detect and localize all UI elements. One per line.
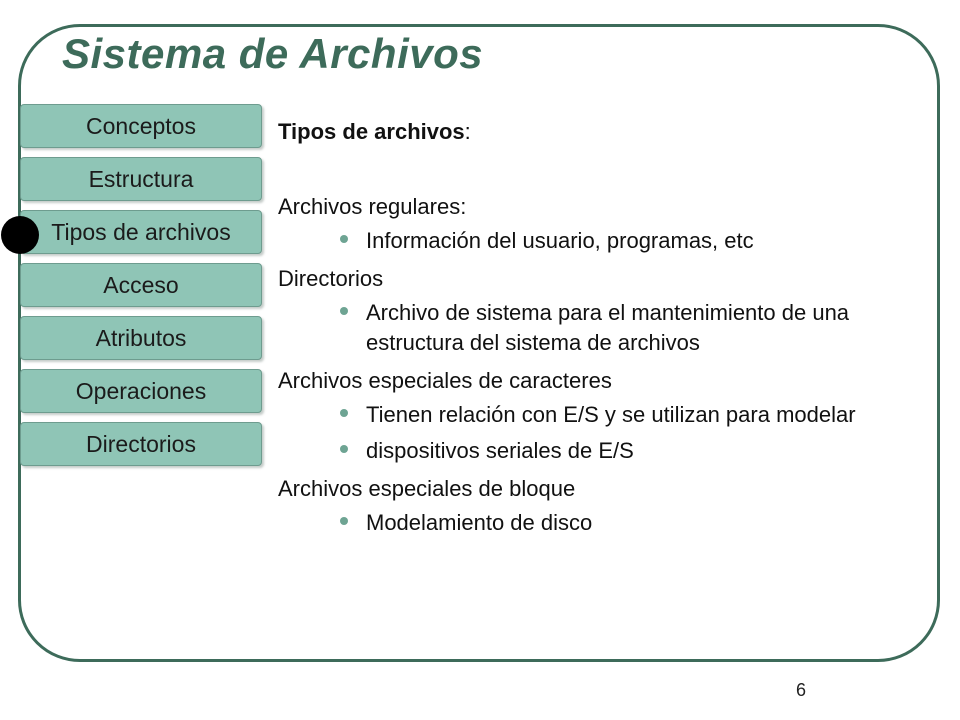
content-heading-suffix: :: [464, 119, 471, 144]
bullet-dot-icon: [340, 445, 348, 453]
nav-button-label: Acceso: [103, 271, 179, 298]
nav-button-label: Directorios: [86, 430, 196, 457]
bullet-item: [278, 400, 918, 430]
section-title: Archivos especiales de caracteres: [278, 368, 612, 393]
bullet-dot-icon: [340, 307, 348, 315]
bullet-item: [278, 508, 918, 538]
bullet-text: Modelamiento de disco: [366, 510, 593, 535]
content-heading: [278, 116, 918, 148]
bullet-list: [278, 508, 918, 538]
nav-button-label: Operaciones: [75, 377, 207, 404]
page-number: 6: [796, 680, 807, 700]
section-regulares: [278, 190, 918, 256]
section-title: Archivos regulares:: [278, 194, 467, 219]
bullet-dot-icon: [340, 235, 348, 243]
bullet-item: [278, 298, 918, 358]
nav-button-label: Estructura: [88, 165, 194, 192]
section-bloque: [278, 472, 918, 538]
section-directorios: [278, 262, 918, 358]
bullet-item: [278, 436, 918, 466]
bullet-text: Información del usuario, programas, etc: [366, 228, 754, 253]
bullet-list: [278, 226, 918, 256]
nav-button-tipos-de-archivos[interactable]: [20, 210, 262, 254]
active-marker-icon: [1, 216, 39, 254]
bullet-text: Tienen relación con E/S y se utilizan para modelar: [366, 402, 856, 427]
bullet-list: [278, 400, 918, 466]
nav-button-label: Tipos de archivos: [51, 218, 231, 245]
nav-button-directorios[interactable]: [20, 422, 262, 466]
nav-button-operaciones[interactable]: [20, 369, 262, 413]
bullet-dot-icon: [340, 409, 348, 417]
bullet-text: Archivo de sistema para el mantenimiento de una estructura del sistema de archivos: [366, 300, 850, 355]
bullet-item: [278, 226, 918, 256]
nav-button-label: Atributos: [95, 324, 187, 351]
nav-button-label: Conceptos: [86, 112, 196, 139]
nav-button-conceptos[interactable]: [20, 104, 262, 148]
bullet-dot-icon: [340, 517, 348, 525]
content-area: [278, 116, 918, 544]
nav-menu: [20, 104, 262, 475]
section-title: Archivos especiales de bloque: [278, 476, 576, 501]
nav-button-estructura[interactable]: [20, 157, 262, 201]
slide-title: Sistema de Archivos: [62, 30, 484, 77]
section-title: Directorios: [278, 266, 384, 291]
bullet-text: dispositivos seriales de E/S: [366, 438, 634, 463]
nav-button-acceso[interactable]: [20, 263, 262, 307]
content-heading-bold: Tipos de archivos: [278, 119, 465, 144]
bullet-list: [278, 298, 918, 358]
section-caracteres: [278, 364, 918, 466]
nav-button-atributos[interactable]: [20, 316, 262, 360]
